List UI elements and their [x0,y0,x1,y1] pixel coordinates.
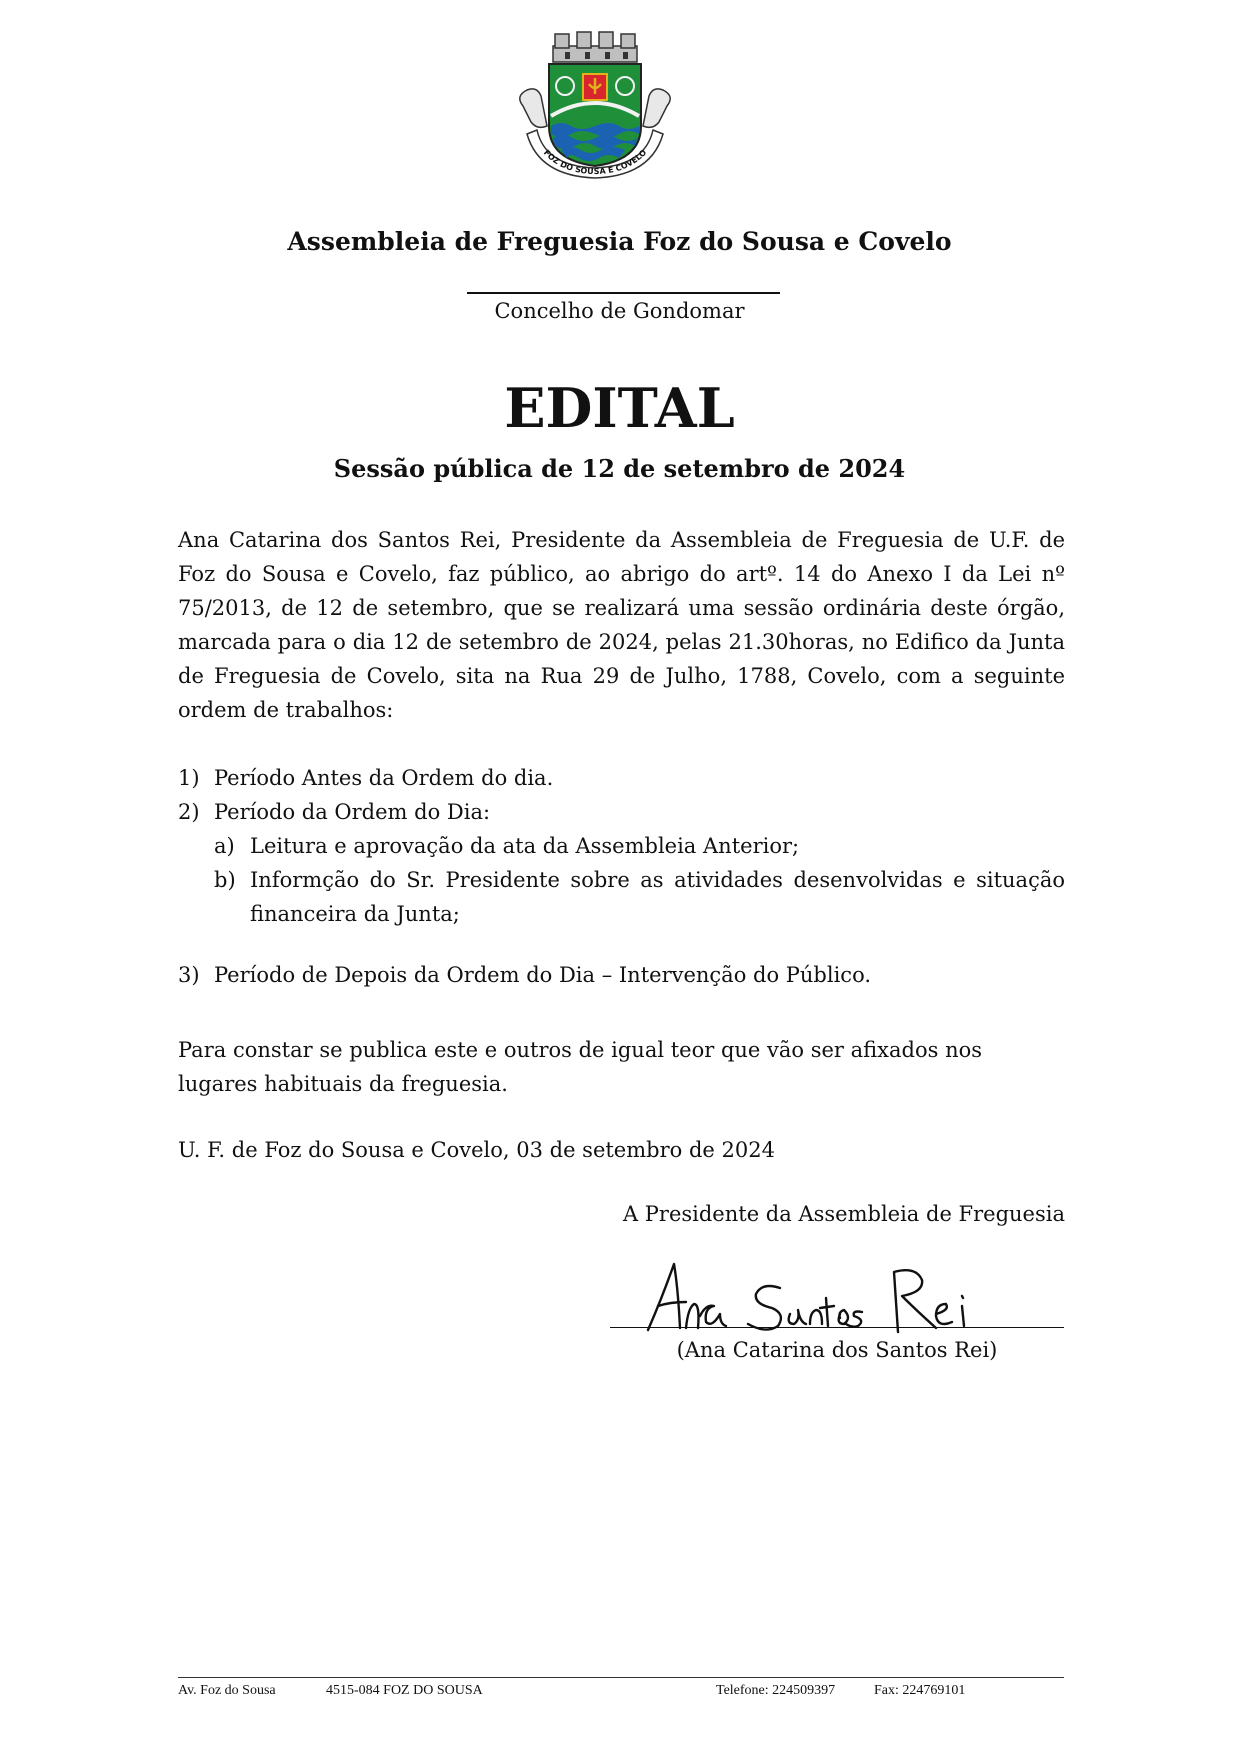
agenda-item-text: Período de Depois da Ordem do Dia – Intervenção do Público. [214,963,872,987]
document-title: EDITAL [504,376,735,440]
signatory-role: A Presidente da Assembleia de Freguesia [622,1202,1065,1226]
municipality-name: Concelho de Gondomar [494,299,745,323]
agenda-item-marker: 3) [178,963,200,987]
agenda-subitem-text: Informção do Sr. Presidente sobre as atividades desenvolvidas e situação financeira da Junta; [250,868,1065,926]
document-subtitle: Sessão pública de 12 de setembro de 2024 [333,454,906,483]
agenda-subitem [214,863,1065,931]
footer-divider [178,1677,1064,1678]
shield-icon [549,64,641,166]
footer-address: Av. Foz do Sousa [178,1683,276,1698]
footer-postal-code: 4515-084 FOZ DO SOUSA [326,1683,483,1698]
footer-phone: Telefone: 224509397 [716,1683,836,1698]
closing-paragraph: Para constar se publica este e outros de igual teor que vão ser afixados nos lugares habituais da freguesia. [178,1038,983,1096]
signatory-name: (Ana Catarina dos Santos Rei) [676,1338,998,1362]
parish-coat-of-arms [505,30,685,180]
agenda-subitem-text: Leitura e aprovação da ata da Assembleia Anterior; [250,834,800,858]
agenda-subitem-marker: a) [214,834,235,858]
agenda-item-text: Período Antes da Ordem do dia. [214,766,554,790]
agenda-item-text: Período da Ordem do Dia: [214,800,491,824]
agenda-subitem-marker: b) [214,868,236,892]
agenda-item-marker: 1) [178,766,200,790]
dateline: U. F. de Foz do Sousa e Covelo, 03 de setembro de 2024 [178,1138,775,1162]
intro-paragraph: Ana Catarina dos Santos Rei, Presidente da Assembleia de Freguesia de U.F. de Foz do Sousa e Covelo, faz público, ao abrigo do artº. 14 do Anexo I da Lei nº 75/2013, de 12 de setembro, que se realizará uma sessão ordinária deste órgão, marcada para o dia 12 de setembro de 2024, pelas 21.30horas, no Edifico da Junta de Freguesia de Covelo, sita na Rua 29 de Julho, 1788, Covelo, com a seguinte ordem de trabalhos: [178,528,1065,722]
organization-name: Assembleia de Freguesia Foz do Sousa e Covelo [287,227,952,256]
signature-line [610,1327,1064,1328]
agenda-item-marker: 2) [178,800,200,824]
crest-motto-text: FOZ DO SOUSA E COVELO [541,148,649,177]
mural-crown-icon [553,32,637,62]
footer-fax: Fax: 224769101 [874,1683,966,1698]
header-divider [467,292,780,294]
